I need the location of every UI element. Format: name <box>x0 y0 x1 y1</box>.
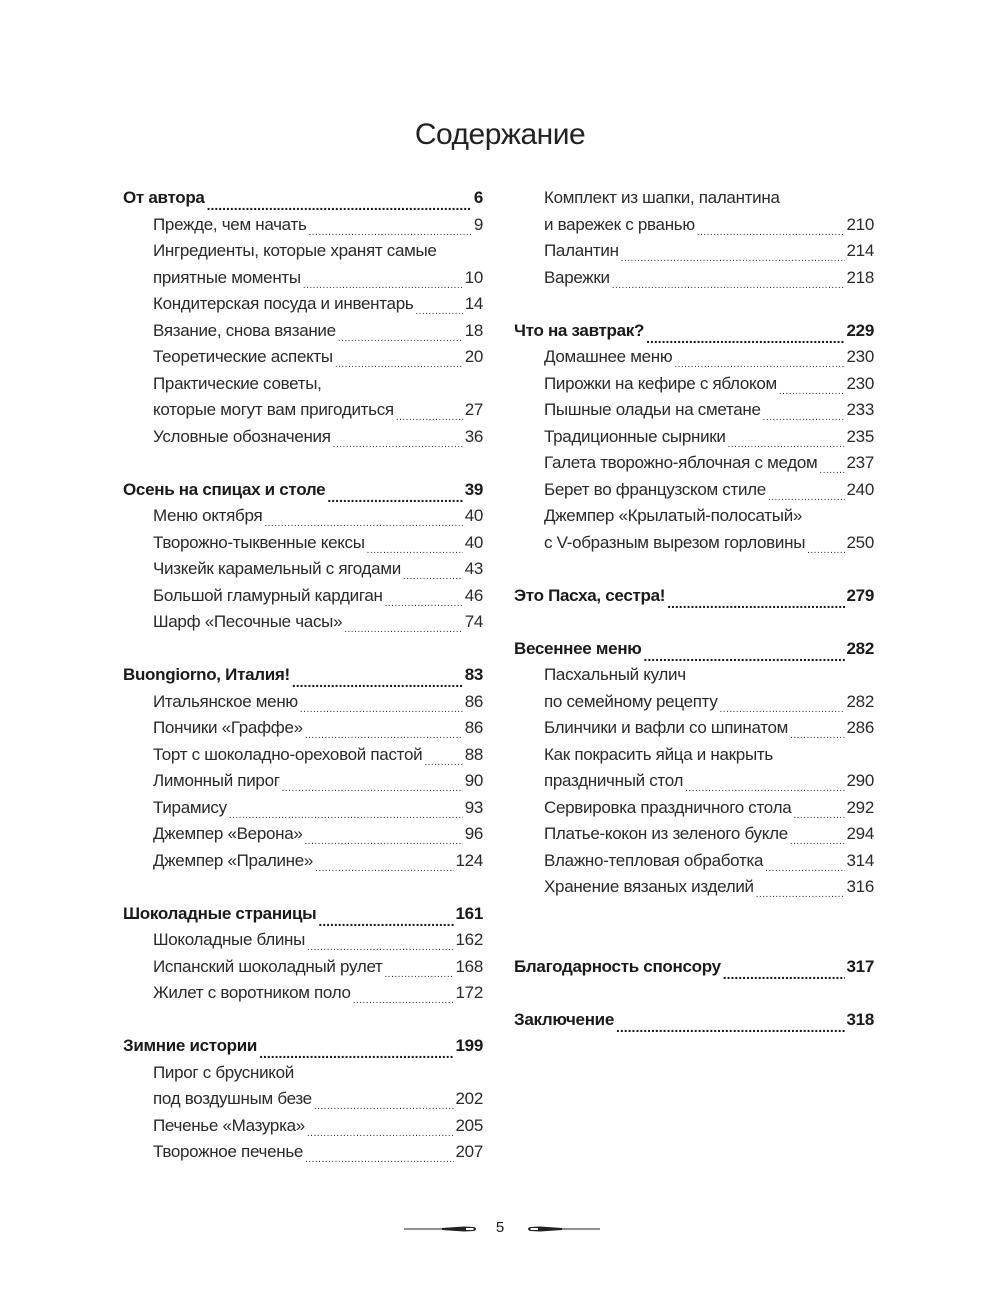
entry-title: Домашнее меню <box>544 347 673 366</box>
spacer <box>514 556 874 583</box>
toc-entry <box>123 530 483 557</box>
entry-page-number: 9 <box>473 214 483 234</box>
toc-entry <box>514 212 874 239</box>
entry-title: Прежде, чем начать <box>153 214 307 234</box>
entry-title: Кондитерская посуда и инвентарь <box>153 294 414 313</box>
entry-title: Buongiorno, Италия! <box>123 665 290 684</box>
dot-leader <box>259 1033 453 1060</box>
entry-title: Сервировка праздничного стола <box>544 797 792 817</box>
dot-leader <box>807 530 844 557</box>
toc-entry <box>123 1139 483 1166</box>
toc-entry <box>123 609 483 636</box>
dot-leader <box>415 291 462 318</box>
entry-title: по семейному рецепту <box>544 691 718 711</box>
toc-entry <box>123 715 483 742</box>
dot-leader <box>728 424 845 451</box>
spacer <box>123 874 483 901</box>
dot-leader <box>229 795 463 822</box>
entry-title: под воздушным безе <box>153 1089 312 1108</box>
entry-title: Творожно-тыквенные кексы <box>153 532 365 552</box>
entry-page-number: 124 <box>455 850 483 870</box>
toc-entry <box>514 344 874 371</box>
spacer <box>514 901 874 928</box>
dot-leader <box>335 344 463 371</box>
entry-page-number: 10 <box>464 267 483 287</box>
entry-page-number: 90 <box>464 771 483 790</box>
entry-title: Шоколадные страницы <box>123 903 317 923</box>
entry-title: Осень на спицах и столе <box>123 479 326 499</box>
right-ornament-icon <box>522 1218 602 1240</box>
toc-entry <box>514 795 874 822</box>
spacer <box>123 450 483 477</box>
dot-leader <box>305 821 463 848</box>
entry-page-number: 210 <box>846 214 874 234</box>
toc-column-left <box>123 185 483 1166</box>
toc-section <box>123 477 483 504</box>
entry-title: Меню октября <box>153 506 263 525</box>
entry-title: Пончики «Граффе» <box>153 718 303 737</box>
dot-leader <box>396 397 463 424</box>
entry-title: Джемпер «Пралине» <box>153 850 314 870</box>
toc-entry <box>514 450 874 477</box>
toc-entry <box>123 371 483 398</box>
dot-leader <box>720 689 845 716</box>
toc-entry <box>123 1086 483 1113</box>
dot-leader <box>327 477 462 504</box>
entry-title: Условные обозначения <box>153 426 331 446</box>
entry-title: Как покрасить яйца и накрыть <box>544 744 773 764</box>
spacer <box>514 291 874 318</box>
entry-title: Торт с шоколадно-ореховой пастой <box>153 744 423 764</box>
entry-page-number: 279 <box>846 585 874 605</box>
entry-title: Пасхальный кулич <box>544 665 686 684</box>
toc-entry <box>514 768 874 795</box>
dot-leader <box>353 980 454 1007</box>
page-title: Содержание <box>414 118 586 151</box>
toc-entry <box>123 927 483 954</box>
dot-leader <box>282 768 463 795</box>
entry-title: Испанский шоколадный рулет <box>153 956 383 976</box>
entry-page-number: 162 <box>455 930 483 949</box>
entry-page-number: 294 <box>846 824 874 843</box>
entry-page-number: 214 <box>846 241 874 260</box>
entry-title: Чизкейк карамельный с ягодами <box>153 559 401 578</box>
entry-title: Жилет с воротником поло <box>153 983 351 1002</box>
page-number: 5 <box>495 1219 505 1236</box>
dot-leader <box>790 715 844 742</box>
entry-page-number: 96 <box>464 824 483 843</box>
entry-title: Это Пасха, сестра! <box>514 585 666 605</box>
entry-title: Палантин <box>544 241 619 260</box>
entry-page-number: 161 <box>455 903 483 923</box>
entry-page-number: 172 <box>455 983 483 1002</box>
dot-leader <box>300 689 463 716</box>
entry-title: которые могут вам пригодиться <box>153 400 394 419</box>
toc-entry <box>123 768 483 795</box>
entry-title: Творожное печенье <box>153 1142 304 1161</box>
entry-title: Заключение <box>514 1009 614 1029</box>
dot-leader <box>307 1113 454 1140</box>
toc-entry <box>514 874 874 901</box>
entry-page-number: 74 <box>464 612 483 631</box>
entry-page-number: 202 <box>455 1089 483 1108</box>
entry-page-number: 207 <box>455 1142 483 1161</box>
toc-entry <box>123 344 483 371</box>
entry-title: От автора <box>123 188 205 207</box>
entry-page-number: 86 <box>464 691 483 711</box>
toc-entry <box>514 821 874 848</box>
dot-leader <box>424 742 462 769</box>
dot-leader <box>305 715 463 742</box>
entry-title: Пышные оладьи на сметане <box>544 400 761 419</box>
entry-title: и варежек с рванью <box>544 214 695 234</box>
entry-page-number: 40 <box>464 532 483 552</box>
dot-leader <box>723 954 845 981</box>
toc-entry <box>514 742 874 769</box>
toc-entry <box>514 265 874 292</box>
dot-leader <box>765 848 844 875</box>
dot-leader <box>793 795 844 822</box>
dot-leader <box>367 530 463 557</box>
dot-leader <box>763 397 845 424</box>
dot-leader <box>768 477 845 504</box>
toc-entry <box>123 821 483 848</box>
entry-page-number: 86 <box>464 718 483 737</box>
toc-entry <box>514 397 874 424</box>
entry-title: Что на завтрак? <box>514 320 645 340</box>
entry-page-number: 18 <box>464 320 483 340</box>
entry-title: Весеннее меню <box>514 638 642 658</box>
toc-entry <box>123 397 483 424</box>
toc-entry <box>123 1113 483 1140</box>
entry-page-number: 39 <box>464 479 483 499</box>
toc-entry <box>123 689 483 716</box>
toc-section <box>514 318 874 345</box>
entry-title: Вязание, снова вязание <box>153 320 336 340</box>
toc-entry <box>123 238 483 265</box>
toc-entry <box>123 1060 483 1087</box>
dot-leader <box>385 954 454 981</box>
dot-leader <box>338 318 463 345</box>
entry-page-number: 282 <box>846 638 874 658</box>
entry-title: Берет во французском стиле <box>544 479 766 499</box>
spacer <box>514 980 874 1007</box>
entry-page-number: 314 <box>846 850 874 870</box>
toc-entry <box>514 715 874 742</box>
entry-title: Практические советы, <box>153 373 322 393</box>
entry-page-number: 46 <box>464 585 483 605</box>
entry-title: Большой гламурный кардиган <box>153 585 383 605</box>
toc-entry <box>514 503 874 530</box>
toc-entry <box>123 954 483 981</box>
entry-title: Хранение вязаных изделий <box>544 877 754 896</box>
toc-entry <box>514 185 874 212</box>
dot-leader <box>697 212 845 239</box>
entry-title: Комплект из шапки, палантина <box>544 188 780 207</box>
toc-entry <box>514 424 874 451</box>
entry-page-number: 218 <box>846 267 874 287</box>
entry-page-number: 235 <box>846 426 874 446</box>
toc-section <box>514 636 874 663</box>
entry-title: праздничный стол <box>544 771 684 790</box>
entry-page-number: 250 <box>846 532 874 552</box>
entry-page-number: 317 <box>846 956 874 976</box>
dot-leader <box>646 318 844 345</box>
entry-page-number: 230 <box>846 347 874 366</box>
toc-entry <box>123 848 483 875</box>
entry-page-number: 88 <box>464 744 483 764</box>
toc-entry <box>123 318 483 345</box>
entry-page-number: 318 <box>846 1009 874 1029</box>
dot-leader <box>333 424 463 451</box>
entry-page-number: 168 <box>455 956 483 976</box>
entry-title: Зимние истории <box>123 1036 258 1055</box>
entry-title: Шоколадные блины <box>153 930 306 949</box>
toc-entry <box>514 477 874 504</box>
entry-page-number: 43 <box>464 559 483 578</box>
entry-page-number: 292 <box>846 797 874 817</box>
entry-title: Итальянское меню <box>153 691 298 711</box>
entry-title: Благодарность спонсору <box>514 956 721 976</box>
entry-page-number: 237 <box>846 453 874 472</box>
entry-page-number: 229 <box>846 320 874 340</box>
toc-entry <box>514 848 874 875</box>
toc-section <box>514 1007 874 1034</box>
dot-leader <box>819 450 844 477</box>
dot-leader <box>612 265 845 292</box>
toc-section <box>123 662 483 689</box>
toc-entry <box>123 742 483 769</box>
entry-title: Лимонный пирог <box>153 771 280 790</box>
dot-leader <box>779 371 845 398</box>
toc-entry <box>514 689 874 716</box>
entry-page-number: 290 <box>846 771 874 790</box>
toc-section <box>123 185 483 212</box>
entry-page-number: 282 <box>846 691 874 711</box>
entry-page-number: 233 <box>846 400 874 419</box>
dot-leader <box>307 927 454 954</box>
dot-leader <box>318 901 453 928</box>
dot-leader <box>344 609 462 636</box>
entry-title: Влажно-тепловая обработка <box>544 850 764 870</box>
entry-title: Теоретические аспекты <box>153 347 333 366</box>
toc-entry <box>514 662 874 689</box>
dot-leader <box>385 583 463 610</box>
entry-page-number: 36 <box>464 426 483 446</box>
toc-section <box>123 901 483 928</box>
dot-leader <box>674 344 844 371</box>
toc-entry <box>123 212 483 239</box>
entry-title: Пирог с брусникой <box>153 1062 294 1082</box>
toc-section <box>514 954 874 981</box>
dot-leader <box>756 874 845 901</box>
entry-page-number: 316 <box>846 877 874 896</box>
dot-leader <box>292 662 463 689</box>
entry-page-number: 205 <box>455 1115 483 1135</box>
entry-title: Блинчики и вафли со шпинатом <box>544 718 789 737</box>
entry-title: Шарф «Песочные часы» <box>153 612 343 631</box>
page-footer <box>400 1218 600 1240</box>
toc-column-right <box>514 185 874 1033</box>
entry-page-number: 40 <box>464 506 483 525</box>
entry-title: Пирожки на кефире с яблоком <box>544 373 777 393</box>
spacer <box>123 636 483 663</box>
toc-section <box>123 1033 483 1060</box>
entry-title: Джемпер «Крылатый-полосатый» <box>544 506 803 525</box>
entry-page-number: 20 <box>464 347 483 366</box>
toc-entry <box>514 371 874 398</box>
dot-leader <box>314 1086 454 1113</box>
entry-page-number: 240 <box>846 479 874 499</box>
entry-page-number: 83 <box>464 665 483 684</box>
entry-page-number: 27 <box>464 400 483 419</box>
entry-title: приятные моменты <box>153 267 301 287</box>
dot-leader <box>621 238 845 265</box>
toc-entry <box>123 795 483 822</box>
toc-entry <box>123 265 483 292</box>
spacer <box>514 927 874 954</box>
dot-leader <box>667 583 844 610</box>
entry-title: с V-образным вырезом горловины <box>544 532 806 552</box>
entry-page-number: 93 <box>464 797 483 817</box>
entry-title: Ингредиенты, которые хранят самые <box>153 241 437 260</box>
entry-page-number: 286 <box>846 718 874 737</box>
dot-leader <box>207 185 472 212</box>
toc-entry <box>123 583 483 610</box>
toc-section <box>514 583 874 610</box>
entry-page-number: 14 <box>464 294 483 313</box>
toc-entry <box>123 503 483 530</box>
toc-entry <box>123 291 483 318</box>
dot-leader <box>644 636 845 663</box>
entry-page-number: 6 <box>473 188 483 207</box>
dot-leader <box>685 768 844 795</box>
entry-title: Печенье «Мазурка» <box>153 1115 305 1135</box>
dot-leader <box>616 1007 845 1034</box>
toc-entry <box>123 424 483 451</box>
entry-title: Варежки <box>544 267 610 287</box>
toc-entry <box>123 556 483 583</box>
dot-leader <box>315 848 453 875</box>
entry-title: Тирамису <box>153 797 227 817</box>
toc-entry <box>514 530 874 557</box>
left-ornament-icon <box>402 1218 482 1240</box>
entry-title: Традиционные сырники <box>544 426 726 446</box>
entry-page-number: 199 <box>455 1036 483 1055</box>
toc-entry <box>514 238 874 265</box>
dot-leader <box>264 503 462 530</box>
toc-entry <box>123 980 483 1007</box>
entry-title: Джемпер «Верона» <box>153 824 303 843</box>
dot-leader <box>403 556 463 583</box>
dot-leader <box>303 265 463 292</box>
entry-page-number: 230 <box>846 373 874 393</box>
entry-title: Галета творожно-яблочная с медом <box>544 453 818 472</box>
dot-leader <box>790 821 845 848</box>
dot-leader <box>305 1139 453 1166</box>
spacer <box>514 609 874 636</box>
spacer <box>123 1007 483 1034</box>
dot-leader <box>309 212 472 239</box>
entry-title: Платье-кокон из зеленого букле <box>544 824 788 843</box>
